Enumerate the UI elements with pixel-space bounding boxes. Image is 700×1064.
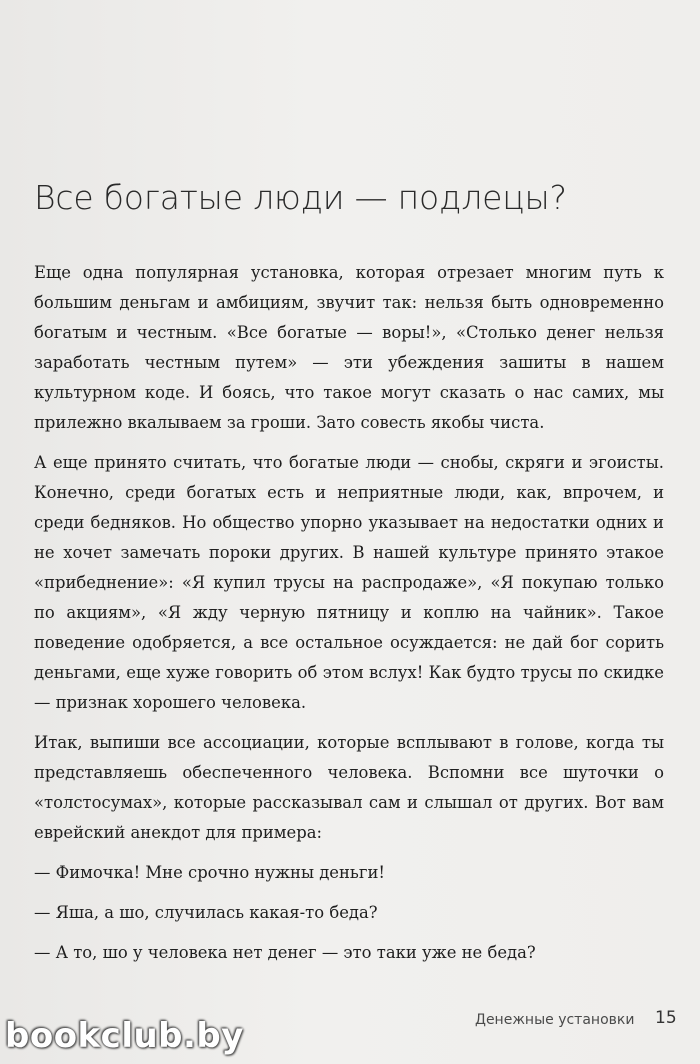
page-number: 15 xyxy=(655,1008,677,1028)
paragraph: А еще принято считать, что богатые люди — снобы, скряги и эгоисты. Конечно, среди богатых есть и неприятные люди, как, впрочем, и среди бедняков. Но общество упорно указывает на недостатки одних и не хочет замечать пороки других. В нашей культуре принято этакое «прибеднение»: «Я купил трусы на распродаже», «Я покупаю только по акциям», «Я жду черную пятницу и коплю на чайник». Такое поведение одобряется, а все остальное осуждается: не дай бог сорить деньгами, еще хуже говорить об этом вслух! Как будто трусы по скидке — признак хорошего человека. xyxy=(34,453,664,712)
dialogue-line: — Фимочка! Мне срочно нужны деньги! xyxy=(34,863,385,882)
dialogue-line: — А то, шо у человека нет денег — это таки уже не беда? xyxy=(34,943,536,962)
watermark-logo: bookclub.by xyxy=(5,1016,244,1056)
running-footer-title: Денежные установки xyxy=(475,1012,635,1028)
paragraph: Еще одна популярная установка, которая отрезает многим путь к большим деньгам и амбициям, звучит так: нельзя быть одновременно богатым и честным. «Все богатые — воры!», «Столько денег нельзя заработать честным путем» — эти убеждения зашиты в нашем культурном коде. И боясь, что такое могут сказать о нас самих, мы прилежно вкалываем за гроши. Зато совесть якобы чиста. xyxy=(34,263,664,432)
paragraph: Итак, выпиши все ассоциации, которые всплывают в голове, когда ты представляешь обеспеченного человека. Вспомни все шуточки о «толстосумах», которые рассказывал сам и слышал от других. Вот вам еврейский анекдот для примера: xyxy=(34,733,664,842)
dialogue-line: — Яша, а шо, случилась какая-то беда? xyxy=(34,903,378,922)
section-heading: Все богатые люди — подлецы? xyxy=(34,178,567,217)
body-text xyxy=(34,258,664,978)
